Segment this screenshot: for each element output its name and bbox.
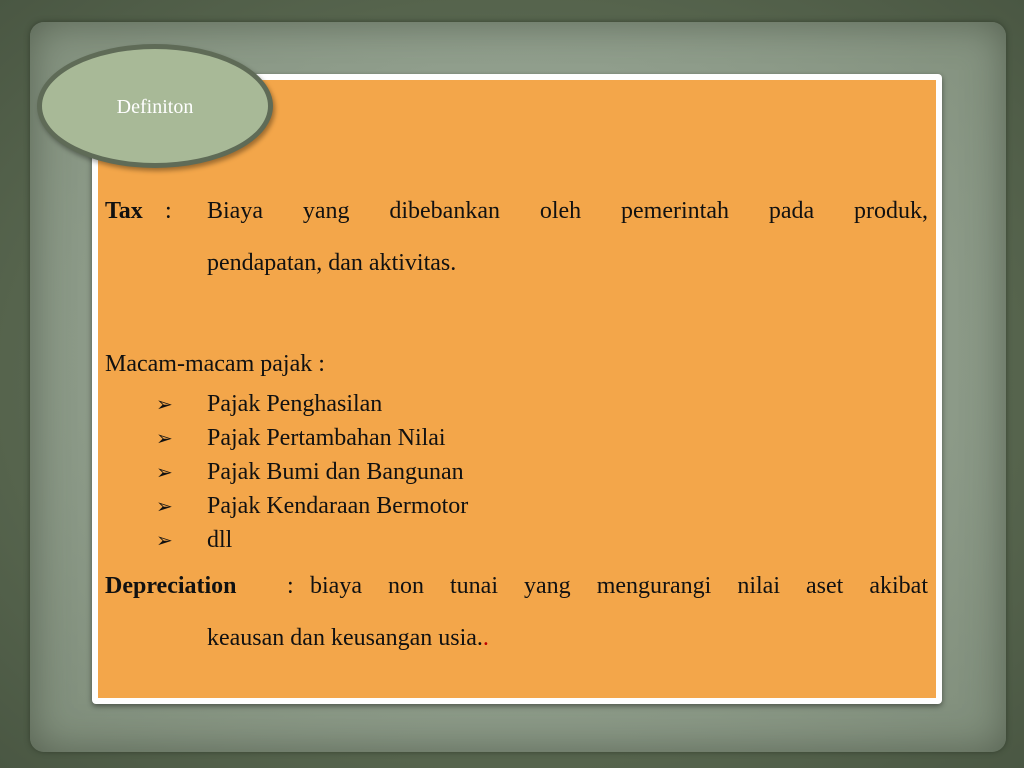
tax-colon: : (165, 198, 172, 224)
tax-types-heading: Macam-macam pajak : (105, 351, 325, 377)
list-item: Pajak Kendaraan Bermotor (207, 493, 469, 519)
list-item: Pajak Pertambahan Nilai (207, 425, 446, 451)
trailing-period: . (482, 625, 489, 651)
depreciation-term: Depreciation (105, 573, 237, 599)
tax-definition-line1: Biaya yang dibebankan oleh pemerintah pada produk, (207, 198, 928, 224)
bullet-arrow-icon: ➢ (156, 530, 173, 552)
bullet-arrow-icon: ➢ (156, 496, 173, 518)
content-panel-fill (98, 80, 936, 698)
depreciation-colon: : (287, 573, 294, 599)
depreciation-definition-line1: biaya non tunai yang mengurangi nilai aset akibat (310, 573, 928, 599)
list-item: dll (207, 527, 233, 553)
list-item: Pajak Bumi dan Bangunan (207, 459, 464, 485)
bullet-arrow-icon: ➢ (156, 394, 173, 416)
bullet-arrow-icon: ➢ (156, 428, 173, 450)
tax-definition-line2: pendapatan, dan aktivitas. (207, 250, 457, 276)
list-item: Pajak Penghasilan (207, 391, 383, 417)
definition-badge (37, 44, 273, 168)
tax-term: Tax (105, 198, 143, 224)
badge-title: Definiton (116, 96, 194, 118)
depreciation-definition-line2 (207, 626, 489, 650)
depreciation-line2-text: keausan dan keusangan usia. (207, 625, 483, 651)
bullet-arrow-icon: ➢ (156, 462, 173, 484)
content-panel (92, 74, 942, 704)
